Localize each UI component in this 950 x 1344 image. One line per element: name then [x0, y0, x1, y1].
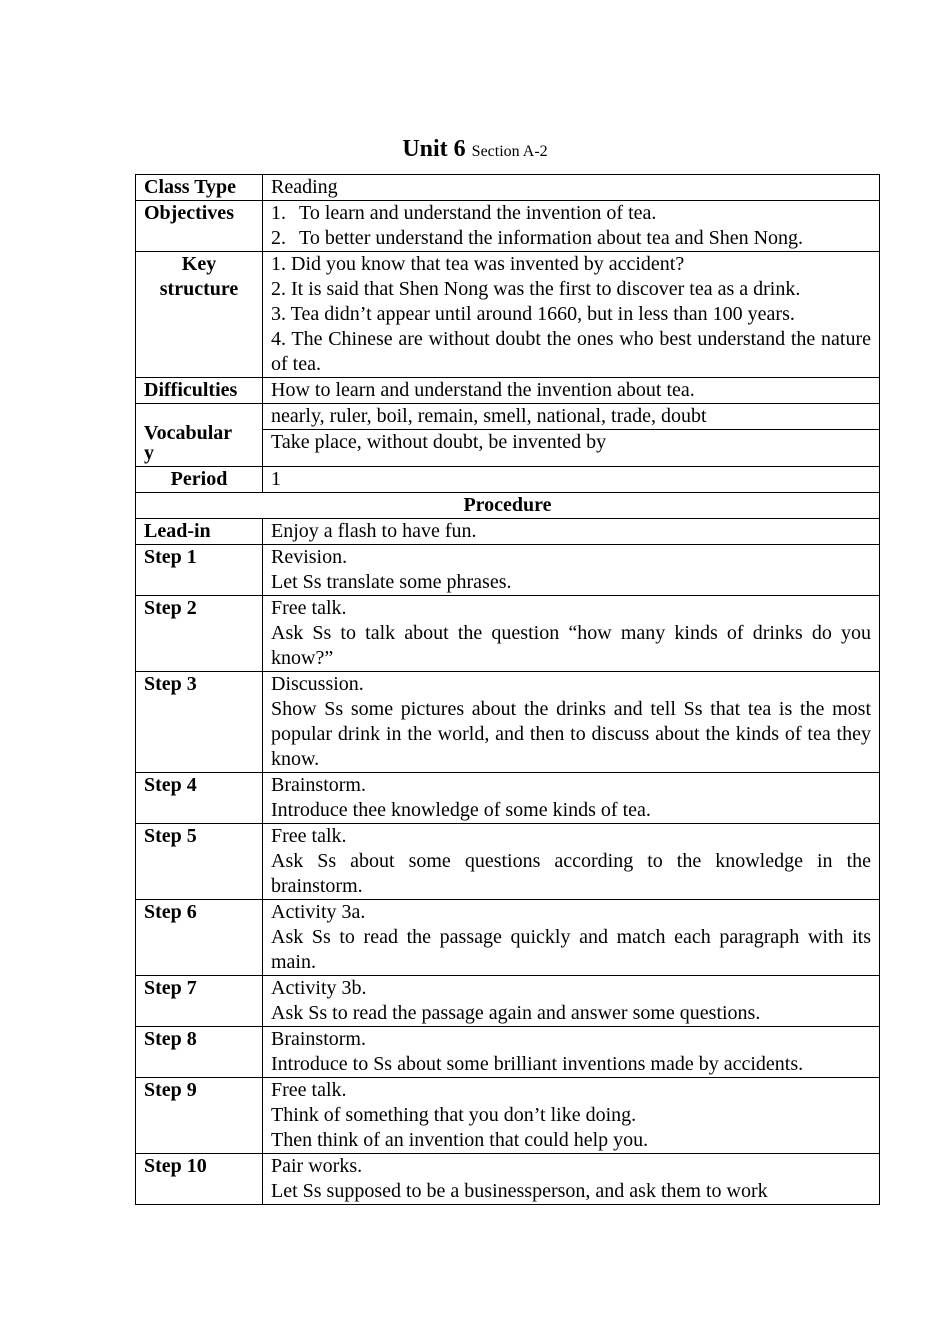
vocabulary-words: nearly, ruler, boil, remain, smell, national, trade, doubt: [263, 404, 880, 430]
procedure-step-row: [136, 519, 880, 545]
step-label: Step 8: [136, 1027, 263, 1078]
key-structure-item: 4. The Chinese are without doubt the ones who best understand the nature of tea.: [271, 328, 871, 375]
step-line: Show Ss some pictures about the drinks and tell Ss that tea is the most popular drink in the world, and then to discuss about the kinds of tea they know.: [271, 698, 871, 770]
step-line: Free talk.: [271, 597, 347, 619]
step-description: [263, 1078, 880, 1154]
step-line: Ask Ss to read the passage again and answer some questions.: [271, 1002, 761, 1024]
procedure-step-row: [136, 1154, 880, 1205]
step-line: Free talk.: [271, 825, 347, 847]
row-vocabulary-words: [136, 404, 880, 430]
row-difficulties: [136, 378, 880, 404]
step-line: Ask Ss to read the passage quickly and match each paragraph with its main.: [271, 926, 871, 973]
section-subtitle: Section A-2: [471, 143, 548, 160]
step-description: [263, 1027, 880, 1078]
step-description: [263, 545, 880, 596]
difficulties-label: Difficulties: [136, 378, 263, 404]
row-class-type: [136, 175, 880, 201]
procedure-step-row: [136, 824, 880, 900]
step-line: Free talk.: [271, 1079, 347, 1101]
key-structure-item: 2. It is said that Shen Nong was the first to discover tea as a drink.: [271, 278, 801, 300]
procedure-step-row: [136, 900, 880, 976]
step-description: [263, 672, 880, 773]
step-label: Step 7: [136, 976, 263, 1027]
objective-item: 2. To better understand the information about tea and Shen Nong.: [271, 227, 804, 249]
procedure-step-row: [136, 1027, 880, 1078]
row-key-structure: [136, 252, 880, 378]
step-label: Step 5: [136, 824, 263, 900]
key-structure-item: 1. Did you know that tea was invented by accident?: [271, 253, 685, 275]
step-line: Let Ss translate some phrases.: [271, 571, 512, 593]
row-objectives: [136, 201, 880, 252]
key-structure-item: 3. Tea didn’t appear until around 1660, but in less than 100 years.: [271, 303, 795, 325]
difficulties-value: How to learn and understand the invention about tea.: [263, 378, 880, 404]
key-structure-label: Key structure: [136, 252, 263, 378]
step-line: Pair works.: [271, 1155, 363, 1177]
procedure-heading: Procedure: [136, 493, 880, 519]
period-label: Period: [136, 467, 263, 493]
step-line: Then think of an invention that could help you.: [271, 1129, 649, 1151]
procedure-step-row: [136, 596, 880, 672]
step-line: Brainstorm.: [271, 774, 366, 796]
step-line: Think of something that you don’t like doing.: [271, 1104, 637, 1126]
step-line: Brainstorm.: [271, 1028, 366, 1050]
vocabulary-phrases: Take place, without doubt, be invented by: [263, 430, 880, 467]
step-line: Activity 3b.: [271, 977, 367, 999]
step-label: Step 6: [136, 900, 263, 976]
vocabulary-label: Vocabular y: [136, 404, 263, 467]
unit-title: Unit 6: [402, 136, 466, 162]
step-line: Ask Ss to talk about the question “how many kinds of drinks do you know?”: [271, 622, 871, 669]
step-label: Step 10: [136, 1154, 263, 1205]
step-label: Step 2: [136, 596, 263, 672]
procedure-step-row: [136, 545, 880, 596]
class-type-label: Class Type: [136, 175, 263, 201]
step-line: Discussion.: [271, 673, 364, 695]
step-line: Introduce thee knowledge of some kinds of tea.: [271, 799, 651, 821]
step-label: Lead-in: [136, 519, 263, 545]
objectives-label: Objectives: [136, 201, 263, 252]
step-description: [263, 900, 880, 976]
procedure-step-row: [136, 976, 880, 1027]
row-period: [136, 467, 880, 493]
step-label: Step 3: [136, 672, 263, 773]
row-procedure-heading: [136, 493, 880, 519]
step-line: Introduce to Ss about some brilliant inventions made by accidents.: [271, 1053, 804, 1075]
document-title: [0, 132, 950, 169]
step-description: [263, 519, 880, 545]
step-description: [263, 596, 880, 672]
step-description: [263, 824, 880, 900]
lesson-plan-table: [135, 174, 880, 1205]
step-description: [263, 976, 880, 1027]
objective-item: 1. To learn and understand the invention of tea.: [271, 202, 657, 224]
step-line: Ask Ss about some questions according to the knowledge in the brainstorm.: [271, 850, 871, 897]
step-line: Revision.: [271, 546, 348, 568]
period-value: 1: [263, 467, 880, 493]
objectives-list: [263, 201, 880, 252]
procedure-step-row: [136, 672, 880, 773]
step-label: Step 1: [136, 545, 263, 596]
step-label: Step 9: [136, 1078, 263, 1154]
step-line: Activity 3a.: [271, 901, 366, 923]
step-line: Enjoy a flash to have fun.: [271, 520, 477, 542]
step-description: [263, 773, 880, 824]
procedure-step-row: [136, 773, 880, 824]
step-description: [263, 1154, 880, 1205]
class-type-value: Reading: [263, 175, 880, 201]
procedure-step-row: [136, 1078, 880, 1154]
key-structure-list: [263, 252, 880, 378]
step-label: Step 4: [136, 773, 263, 824]
step-line: Let Ss supposed to be a businessperson, and ask them to work: [271, 1180, 768, 1202]
